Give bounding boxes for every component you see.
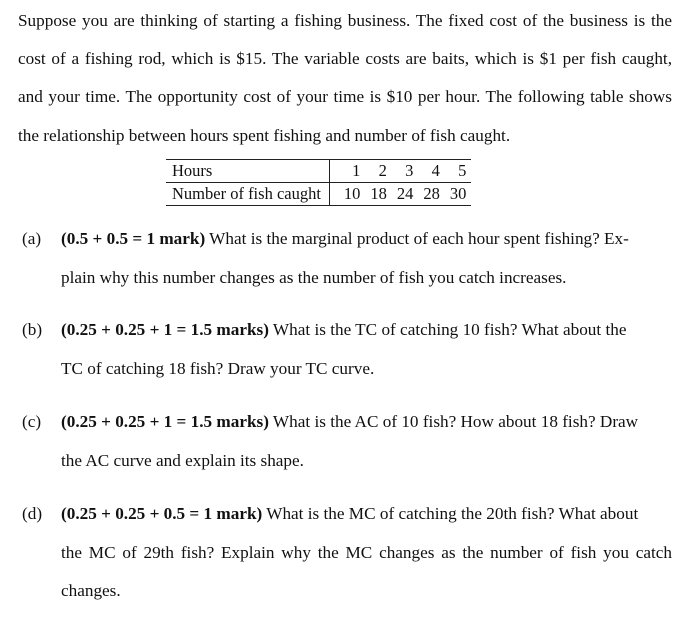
question-a-marks: (0.5 + 0.5 = 1 mark): [61, 229, 206, 248]
row-label-hours: Hours: [166, 160, 329, 183]
table-cell: 3: [392, 160, 419, 183]
question-d-first-line: [22, 495, 672, 534]
question-b-letter: (b): [22, 320, 43, 339]
question-c-continuation: the AC curve and explain its shape.: [61, 450, 304, 470]
table-cell: 10: [343, 184, 361, 203]
table-cell: 2: [365, 160, 392, 183]
question-a-text: What is the marginal product of each hour spent fishing? Ex-: [205, 229, 629, 248]
question-c-marks: (0.25 + 0.25 + 1 = 1.5 marks): [61, 412, 269, 431]
question-b-marks: (0.25 + 0.25 + 1 = 1.5 marks): [61, 320, 269, 339]
question-c: [22, 403, 672, 480]
question-d-marks: (0.25 + 0.25 + 0.5 = 1 mark): [61, 504, 263, 523]
question-d-text: What is the MC of catching the 20th fish? What about: [262, 504, 639, 523]
table-row-hours: [166, 160, 471, 183]
table-row-fish: [166, 183, 471, 206]
intro-paragraph: Suppose you are thinking of starting a fishing business. The fixed cost of the business is the cost of a fishing rod, which is $15. The variable costs are baits, which is $1 per fish caught, and your time. The opportunity cost of your time is $10 per hour. The following table shows the relationship between hours spent fishing and number of fish caught.: [18, 11, 672, 145]
table-cell: 1: [329, 160, 365, 183]
table-cell: 4: [418, 160, 445, 183]
table-cell: 30: [449, 184, 467, 203]
question-b-first-line: [22, 311, 672, 350]
question-d-letter: (d): [22, 504, 43, 523]
question-a: [22, 220, 672, 297]
question-b-continuation: TC of catching 18 fish? Draw your TC curve.: [61, 358, 375, 378]
question-c-first-line: [22, 403, 672, 442]
question-b: [22, 311, 672, 388]
question-a-letter: (a): [22, 229, 42, 248]
question-c-letter: (c): [22, 412, 42, 431]
hours-fish-table: [166, 159, 471, 206]
question-d-continuation: the MC of 29th fish? Explain why the MC changes as the number of fish you catch changes.: [61, 542, 672, 600]
question-a-first-line: [22, 220, 672, 259]
row-label-fish: Number of fish caught: [166, 183, 329, 206]
table-cell: 28: [423, 184, 440, 203]
question-c-text: What is the AC of 10 fish? How about 18 fish? Draw: [268, 412, 639, 431]
question-a-continuation: plain why this number changes as the number of fish you catch increases.: [61, 267, 567, 287]
table-cell: 24: [396, 184, 414, 203]
question-d: [22, 495, 672, 611]
question-b-text: What is the TC of catching 10 fish? What about the: [268, 320, 627, 339]
table-cell: 5: [445, 160, 472, 183]
table-cell: 18: [370, 184, 387, 203]
